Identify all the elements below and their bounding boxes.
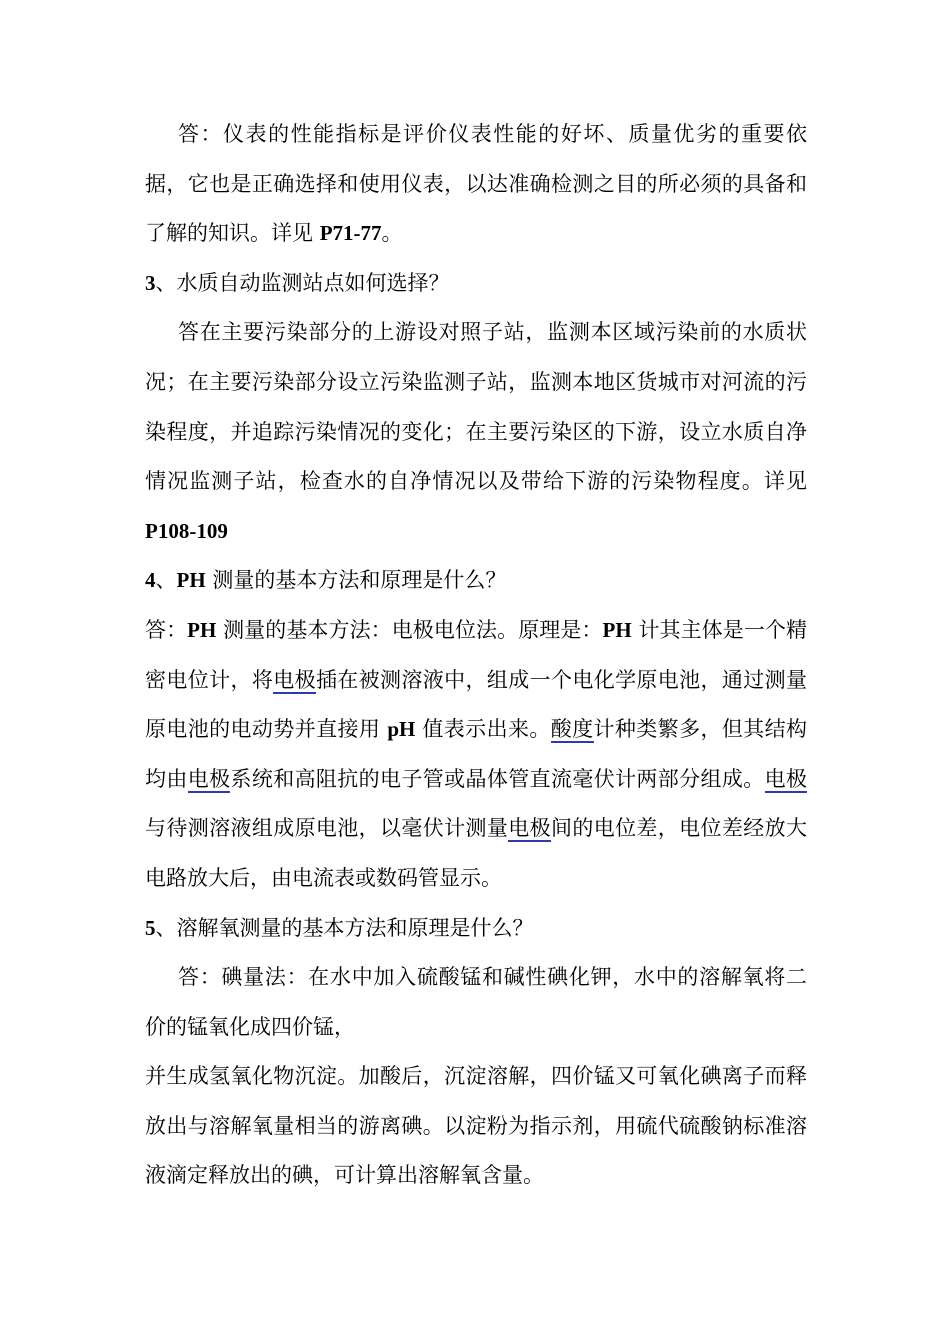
- answer-4-text: 答：: [145, 617, 188, 642]
- answer-4-paragraph: [145, 606, 807, 904]
- question-5-heading: [145, 904, 807, 954]
- answer-2-end: 。: [381, 221, 403, 246]
- answer-2-text: 答：仪表的性能指标是评价仪表性能的好坏、质量优劣的重要依据，它也是正确选择和使用仪表，以达准确检测之目的所必须的具备和了解的知识。详见: [145, 122, 807, 246]
- answer-3-text: 答在主要污染部分的上游设对照子站，监测本区域污染前的水质状况；在主要污染部分设立污染监测子站，监测本地区货城市对河流的污染程度，并追踪污染情况的变化；在主要污染区的下游，设立水质自净情况监测子站，检查水的自净情况以及带给下游的污染物程度。详见: [145, 320, 807, 494]
- question-5-text: 、溶解氧测量的基本方法和原理是什么？: [155, 915, 534, 940]
- ph-term: pH: [387, 717, 416, 742]
- page-reference: P71-77: [319, 221, 382, 246]
- ph-term: PH: [176, 568, 206, 593]
- answer-4-text: 测量的基本方法：电极电位法。原理是：: [216, 617, 603, 642]
- answer-3-paragraph: [145, 308, 807, 556]
- answer-4-text: 计其主体是一个精密电位计，将: [145, 617, 807, 692]
- answer-4-text: 与待测溶液组成原电池，以毫伏计测量: [145, 816, 509, 841]
- answer-4-text: 系统和高阻抗的电子管或晶体管直流毫伏计两部分组成。: [230, 766, 765, 791]
- answer-2-paragraph: [145, 110, 807, 259]
- electrode-link[interactable]: 电极: [764, 766, 808, 791]
- answer-5-text: 答：碘量法：在水中加入硫酸锰和碱性碘化钾，水中的溶解氧将二价的锰氧化成四价锰，: [145, 965, 807, 1039]
- electrode-link[interactable]: 电极: [508, 816, 551, 841]
- separator-text: 、: [155, 568, 177, 593]
- answer-4-text: 计种类繁多，但其结构均由: [145, 717, 807, 791]
- answer-4-text: 值表示出来。: [415, 717, 551, 742]
- question-number: 3: [145, 270, 156, 295]
- electrode-link[interactable]: 电极: [187, 766, 231, 791]
- answer-5-first-paragraph: [145, 953, 807, 1052]
- question-3-heading: [145, 259, 807, 309]
- answer-4-text: 间的电位差，电位差经放大电路放大后，由电流表或数码管显示。: [145, 816, 808, 890]
- electrode-link[interactable]: 电极: [273, 667, 316, 692]
- answer-4-text: 插在被测溶液中，组成一个电化学原电池，通过测量原电池的电动势并直接用: [145, 667, 808, 742]
- ph-term: PH: [602, 617, 632, 642]
- page-reference: P108-109: [145, 518, 228, 543]
- question-3-text: 、水质自动监测站点如何选择？: [155, 270, 450, 295]
- answer-5-text: 并生成氢氧化物沉淀。加酸后，沉淀溶解，四价锰又可氧化碘离子而释放出与溶解氧量相当的游离碘。以淀粉为指示剂，用硫代硫酸钠标准溶液滴定释放出的碘，可计算出溶解氧含量。: [145, 1064, 807, 1188]
- question-number: 5: [145, 915, 156, 940]
- document-page: [145, 110, 807, 1201]
- question-number: 4: [145, 568, 156, 593]
- question-4-text: 测量的基本方法和原理是什么？: [205, 568, 507, 593]
- question-4-heading: [145, 556, 807, 606]
- acidity-link[interactable]: 酸度: [550, 717, 594, 742]
- answer-5-second-paragraph: [145, 1052, 807, 1201]
- ph-term: PH: [187, 617, 217, 642]
